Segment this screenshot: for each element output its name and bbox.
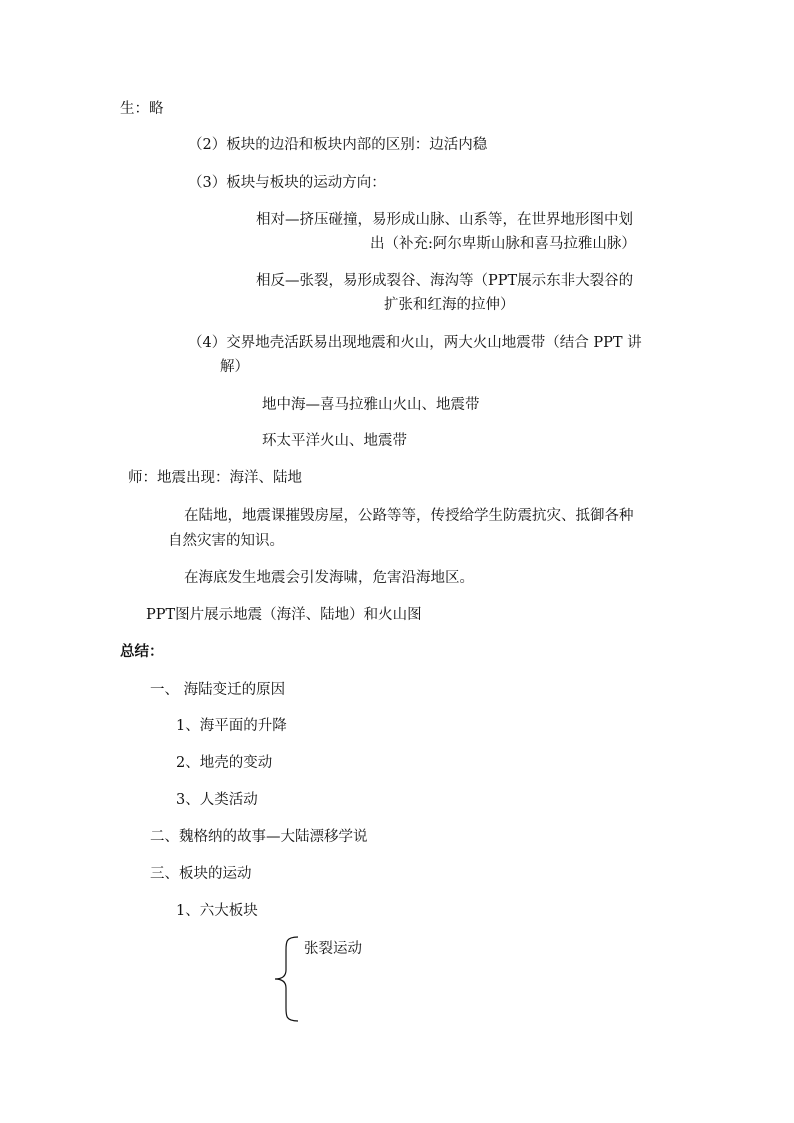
land-quake-line-2: 自然灾害的知识。 — [168, 533, 284, 549]
ppt-note: PPT图片展示地震（海洋、陆地）和火山图 — [146, 607, 422, 623]
convergent-line-1: 相对—挤压碰撞，易形成山脉、山系等，在世界地形图中划 — [256, 212, 633, 228]
summary-item-1-2: 2、地壳的变动 — [176, 755, 273, 771]
mediterranean-himalayan-belt: 地中海—喜马拉雅山火山、地震带 — [262, 397, 480, 413]
summary-item-1-1: 1、海平面的升降 — [176, 718, 287, 734]
point-4-line-1: （4）交界地壳活跃易出现地震和火山，两大火山地震带（结合 PPT 讲 — [188, 335, 642, 351]
summary-item-1: 一、 海陆变迁的原因 — [150, 682, 286, 698]
point-3-plate-motion: （3）板块与板块的运动方向： — [188, 175, 386, 191]
teacher-earthquake: 师：地震出现：海洋、陆地 — [128, 470, 302, 486]
summary-item-2: 二、魏格纳的故事—大陆漂移学说 — [150, 829, 368, 845]
summary-item-3-1: 1、六大板块 — [176, 903, 258, 919]
divergent-line-1: 相反—张裂，易形成裂谷、海沟等（PPT展示东非大裂谷的 — [256, 273, 634, 289]
summary-item-1-3: 3、人类活动 — [176, 792, 258, 808]
divergent-line-2: 扩张和红海的拉伸） — [384, 297, 515, 313]
land-quake-line-1: 在陆地，地震课摧毁房屋，公路等等，传授给学生防震抗灾、抵御各种 — [184, 508, 634, 524]
curly-brace-icon — [272, 936, 302, 1022]
pacific-ring-belt: 环太平洋火山、地震带 — [262, 433, 407, 449]
summary-item-3: 三、板块的运动 — [150, 866, 252, 882]
brace-label-divergent: 张裂运动 — [304, 941, 362, 957]
convergent-line-2: 出（补充:阿尔卑斯山脉和喜马拉雅山脉） — [370, 236, 636, 252]
point-4-line-2: 解） — [220, 359, 249, 375]
point-2-edge-vs-interior: （2）板块的边沿和板块内部的区别：边活内稳 — [188, 137, 488, 153]
student-answer: 生：略 — [120, 101, 164, 117]
seabed-quake: 在海底发生地震会引发海啸，危害沿海地区。 — [184, 570, 474, 586]
summary-heading: 总结： — [120, 643, 164, 660]
